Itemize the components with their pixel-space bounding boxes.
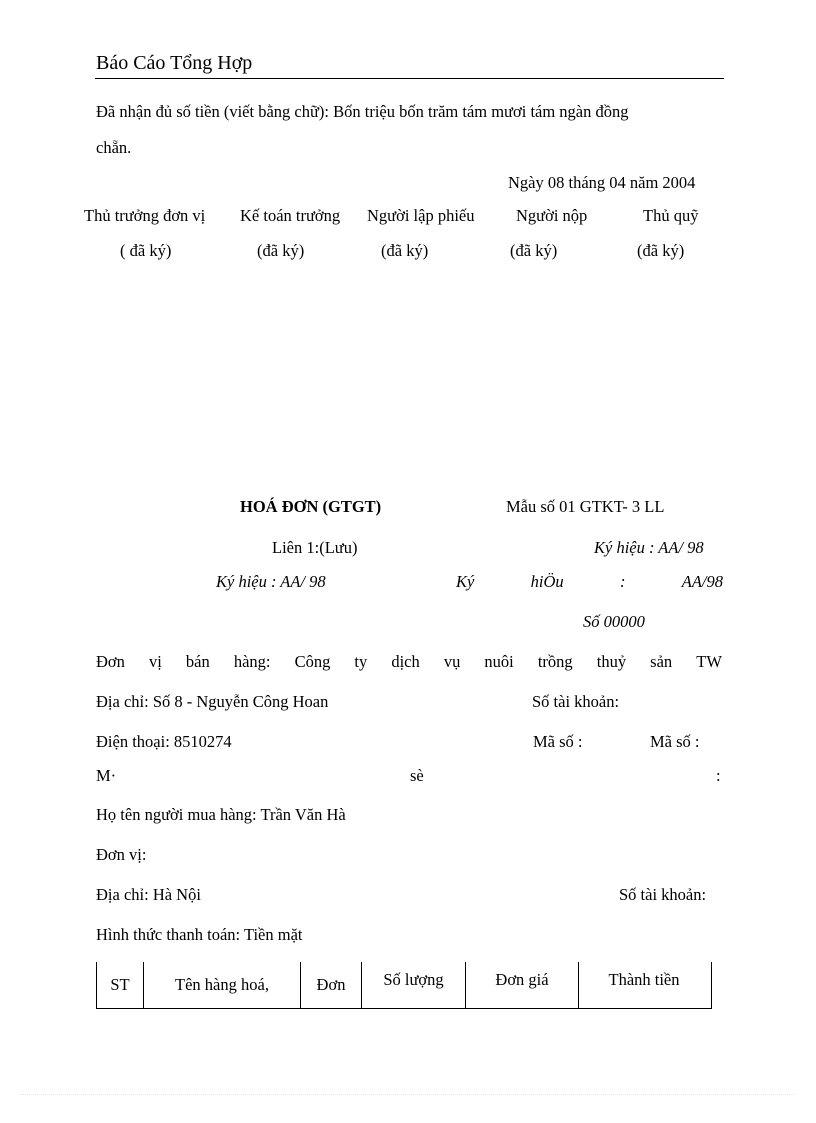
table-header-cell [97, 962, 144, 1008]
amount-in-words-line-2: chẵn. [96, 138, 132, 157]
receipt-date: Ngày 08 tháng 04 năm 2004 [508, 173, 696, 192]
buyer-account: Số tài khoản: [619, 885, 707, 904]
seller-word: dịch [391, 652, 420, 671]
signer-status-head-of-unit: ( đã ký) [120, 241, 172, 260]
buyer-address: Địa chỉ: Hà Nội [96, 885, 201, 904]
garbled-tax-label: M· [96, 766, 117, 785]
signer-role-head-of-unit: Thủ trưởng đơn vị [84, 206, 206, 225]
signer-role-cashier: Thủ quỹ [643, 206, 699, 225]
invoice-symbol-garbled [456, 572, 723, 592]
seller-word: Công [294, 652, 331, 671]
garbled-word: hiÖu [530, 572, 564, 591]
garbled-tax-word: sè [410, 766, 424, 785]
table-header-item-name: Tên hàng hoá, [175, 975, 269, 994]
seller-word: sản [650, 652, 673, 671]
invoice-number: Số 00000 [583, 612, 645, 631]
table-header-unit: Đơn [316, 975, 346, 994]
seller-word: hàng: [233, 652, 271, 671]
signer-role-chief-accountant: Kế toán trưởng [240, 206, 341, 225]
invoice-copy-label: Liên 1:(Lưu) [272, 538, 358, 557]
seller-phone: Điện thoại: 8510274 [96, 732, 232, 751]
invoice-symbol-right: Ký hiệu : AA/ 98 [594, 538, 704, 557]
tax-code-1: Mã số : [533, 732, 583, 751]
invoice-form-number: Mẫu số 01 GTKT- 3 LL [506, 497, 665, 516]
invoice-items-table [96, 962, 712, 1009]
invoice-title: HOÁ ĐƠN (GTGT) [240, 497, 382, 516]
signer-status-chief-accountant: (đã ký) [257, 241, 305, 260]
signer-role-preparer: Người lập phiếu [367, 206, 475, 225]
payment-method: Hình thức thanh toán: Tiền mặt [96, 925, 303, 944]
table-header-cell [362, 962, 466, 1008]
signer-status-cashier: (đã ký) [637, 241, 685, 260]
table-header-amount: Thành tiền [608, 970, 680, 989]
signer-status-payer: (đã ký) [510, 241, 558, 260]
table-header-cell [301, 962, 362, 1008]
seller-address: Địa chỉ: Số 8 - Nguyễn Công Hoan [96, 692, 329, 711]
amount-in-words-line-1: Đã nhận đủ số tiền (viết bằng chữ): Bốn triệu bốn trăm tám mươi tám ngàn đồng [96, 102, 629, 121]
seller-word: thuỷ [596, 652, 627, 671]
header-divider [95, 78, 724, 79]
seller-word: vị [148, 652, 162, 671]
seller-word: TW [696, 652, 722, 671]
page-header-title: Báo Cáo Tổng Hợp [96, 52, 253, 74]
signer-status-preparer: (đã ký) [381, 241, 429, 260]
seller-word: nuôi [484, 652, 514, 671]
signer-role-payer: Người nộp [516, 206, 588, 225]
seller-word: trồng [537, 652, 573, 671]
seller-word: Đơn [96, 652, 125, 671]
table-header-unit-price: Đơn giá [495, 970, 549, 989]
seller-word: vụ [443, 652, 461, 671]
garbled-tax-colon: : [716, 766, 721, 785]
buyer-name: Họ tên người mua hàng: Trần Văn Hà [96, 805, 346, 824]
garbled-word: : [619, 572, 626, 591]
invoice-symbol-left: Ký hiệu : AA/ 98 [216, 572, 326, 591]
seller-account: Số tài khoản: [532, 692, 620, 711]
page-bottom-divider [20, 1094, 796, 1095]
seller-word: bán [185, 652, 210, 671]
table-header-cell [144, 962, 301, 1008]
table-header-cell [579, 962, 709, 1008]
table-header-cell [466, 962, 579, 1008]
garbled-word: Ký [456, 572, 475, 591]
table-header-quantity: Số lượng [383, 970, 444, 989]
seller-word: ty [354, 652, 368, 671]
table-header-stt: ST [110, 975, 130, 994]
garbled-word: AA/98 [681, 572, 723, 591]
buyer-unit: Đơn vị: [96, 845, 147, 864]
tax-code-2: Mã số : [650, 732, 700, 751]
seller-line [96, 652, 722, 672]
